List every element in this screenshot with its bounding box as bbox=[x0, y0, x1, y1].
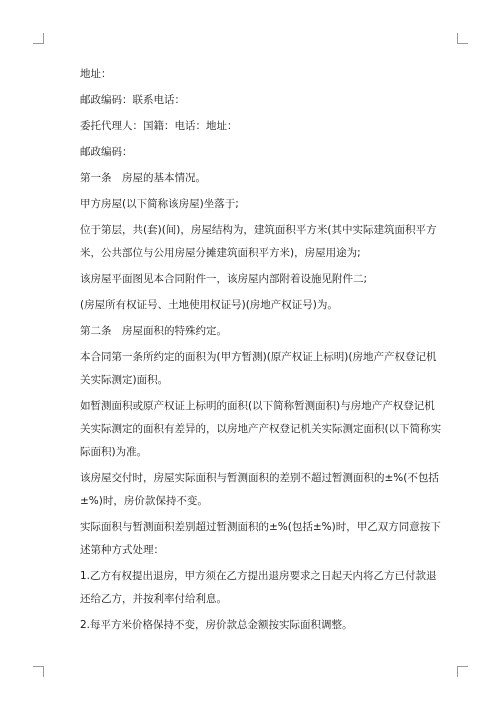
paragraph-postcode: 邮政编码： bbox=[80, 146, 133, 158]
paragraph-area-difference: 如暂测面积或原产权证上标明的面积(以下简称暂测面积)与房地产产权登记机关实际测定的面积有差异的，以房地产产权登记机关实际测定面积(以下简称实际面积)为准。 bbox=[80, 400, 442, 458]
paragraph-address: 地址： bbox=[80, 68, 112, 80]
crop-mark-bottom-left bbox=[33, 666, 44, 677]
document-body bbox=[80, 63, 445, 640]
paragraph-attachments: 该房屋平面图见本合同附件一，该房屋内部附着设施见附件二; bbox=[80, 273, 368, 285]
paragraph-certificates: (房屋所有权证号、土地使用权证号)(房地产权证号)为。 bbox=[80, 299, 338, 311]
crop-mark-bottom-right bbox=[457, 666, 468, 677]
paragraph-area-definition: 本合同第一条所约定的面积为(甲方暂测)(原产权证上标明)(房地产产权登记机关实际测定)面积。 bbox=[80, 351, 437, 386]
paragraph-structure: 位于第层，共(套)(间)，房屋结构为，建筑面积平方米(其中实际建筑面积平方米，公共部位与公用房屋分摊建筑面积平方米)，房屋用途为; bbox=[80, 224, 437, 259]
paragraph-agent: 委托代理人：国籍：电话：地址： bbox=[80, 120, 238, 132]
crop-mark-top-left bbox=[33, 33, 44, 44]
paragraph-area-tolerance: 该房屋交付时，房屋实际面积与暂测面积的差别不超过暂测面积的±%(不包括±%)时，房价款保持不变。 bbox=[80, 472, 439, 507]
paragraph-location: 甲方房屋(以下简称该房屋)坐落于; bbox=[80, 198, 239, 210]
article-1-heading: 第一条 房屋的基本情况。 bbox=[80, 172, 206, 184]
article-2-heading: 第二条 房屋面积的特殊约定。 bbox=[80, 325, 227, 337]
paragraph-area-exceed: 实际面积与暂测面积差别超过暂测面积的±%(包括±%)时，甲乙双方同意按下述第种方式处理： bbox=[80, 521, 441, 556]
crop-mark-top-right bbox=[457, 33, 468, 44]
paragraph-option-1: 1.乙方有权提出退房，甲方须在乙方提出退房要求之日起天内将乙方已付款退还给乙方，并按利率付给利息。 bbox=[80, 570, 437, 605]
paragraph-option-2: 2.每平方米价格保持不变，房价款总金额按实际面积调整。 bbox=[80, 619, 353, 631]
paragraph-postcode-phone: 邮政编码：联系电话： bbox=[80, 94, 185, 106]
